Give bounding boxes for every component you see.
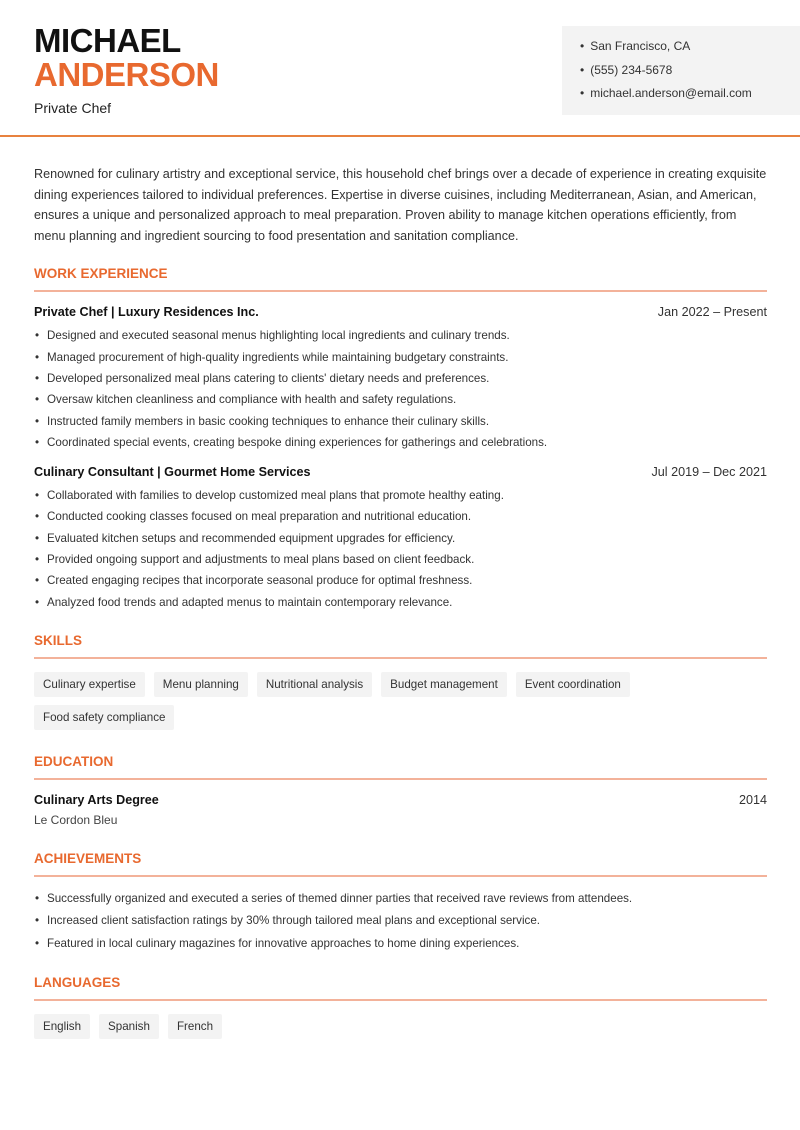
list-item: • Created engaging recipes that incorporate seasonal produce for optimal freshness. <box>34 570 767 591</box>
first-name: MICHAEL <box>34 22 181 59</box>
list-item: • Developed personalized meal plans catering to clients' dietary needs and preferences. <box>34 368 767 389</box>
language-tag: English <box>34 1014 90 1039</box>
contact-email[interactable]: • michael.anderson@email.com <box>580 86 800 110</box>
list-item: • Oversaw kitchen cleanliness and compliance with health and safety regulations. <box>34 389 767 410</box>
list-item: • Coordinated special events, creating bespoke dining experiences for gatherings and celebrations. <box>34 432 767 453</box>
list-item: • Provided ongoing support and adjustments to meal plans based on client feedback. <box>34 549 767 570</box>
contact-box <box>562 26 800 115</box>
school: Le Cordon Bleu <box>34 812 118 827</box>
job-header <box>34 465 767 479</box>
list-item: • Collaborated with families to develop customized meal plans that promote healthy eating. <box>34 485 767 506</box>
section-heading-languages: LANGUAGES <box>34 975 767 1001</box>
list-item: • Instructed family members in basic cooking techniques to enhance their culinary skills. <box>34 411 767 432</box>
job-header <box>34 305 767 319</box>
job-title: Culinary Consultant | Gourmet Home Services <box>34 465 311 480</box>
skills-list <box>34 672 767 730</box>
job-title: Private Chef <box>34 100 112 116</box>
skill-tag: Food safety compliance <box>34 705 174 730</box>
list-item: • Increased client satisfaction ratings by 30% through tailored meal plans and exceptional service. <box>34 910 767 933</box>
languages-list <box>34 1014 767 1039</box>
skill-tag: Event coordination <box>516 672 630 697</box>
list-item: • Managed procurement of high-quality ingredients while maintaining budgetary constraints. <box>34 347 767 368</box>
education-header <box>34 793 767 807</box>
language-tag: French <box>168 1014 222 1039</box>
job-dates: Jul 2019 – Dec 2021 <box>651 465 767 480</box>
list-item: • Successfully organized and executed a series of themed dinner parties that received rave reviews from attendees. <box>34 888 767 911</box>
education-year: 2014 <box>738 792 767 807</box>
job-bullets <box>34 485 767 613</box>
skill-tag: Culinary expertise <box>34 672 145 697</box>
job-dates: Jan 2022 – Present <box>657 305 767 320</box>
list-item: • Conducted cooking classes focused on meal preparation and nutritional education. <box>34 506 767 527</box>
section-heading-skills: SKILLS <box>34 633 767 659</box>
list-item: • Analyzed food trends and adapted menus to maintain contemporary relevance. <box>34 592 767 613</box>
skill-tag: Nutritional analysis <box>257 672 372 697</box>
list-item: • Evaluated kitchen setups and recommended equipment upgrades for efficiency. <box>34 528 767 549</box>
section-heading-achievements: ACHIEVEMENTS <box>34 851 767 877</box>
language-tag: Spanish <box>99 1014 159 1039</box>
degree: Culinary Arts Degree <box>34 792 159 807</box>
achievements-list <box>34 888 767 956</box>
skill-tag: Budget management <box>381 672 507 697</box>
section-heading-work: WORK EXPERIENCE <box>34 266 767 292</box>
skill-tag: Menu planning <box>154 672 248 697</box>
contact-location: • San Francisco, CA <box>580 39 800 63</box>
resume-header <box>0 0 800 137</box>
list-item: • Designed and executed seasonal menus highlighting local ingredients and culinary trends. <box>34 325 767 346</box>
contact-phone: • (555) 234-5678 <box>580 63 800 87</box>
list-item: • Featured in local culinary magazines for innovative approaches to home dining experiences. <box>34 933 767 956</box>
job-bullets <box>34 325 767 453</box>
section-heading-education: EDUCATION <box>34 754 767 780</box>
summary: Renowned for culinary artistry and exceptional service, this household chef brings over a decade of experience in creating exquisite dining experiences tailored to individual preferences. Expertise in diverse cuisines, including Mediterranean, Asian, and American, ensures a unique and personalized approach to meal preparation. Proven ability to manage kitchen operations efficiently, from menu planning and ingredient sourcing to food presentation and sanitation compliance. <box>34 167 767 243</box>
last-name: ANDERSON <box>34 56 219 93</box>
job-title: Private Chef | Luxury Residences Inc. <box>34 305 259 320</box>
